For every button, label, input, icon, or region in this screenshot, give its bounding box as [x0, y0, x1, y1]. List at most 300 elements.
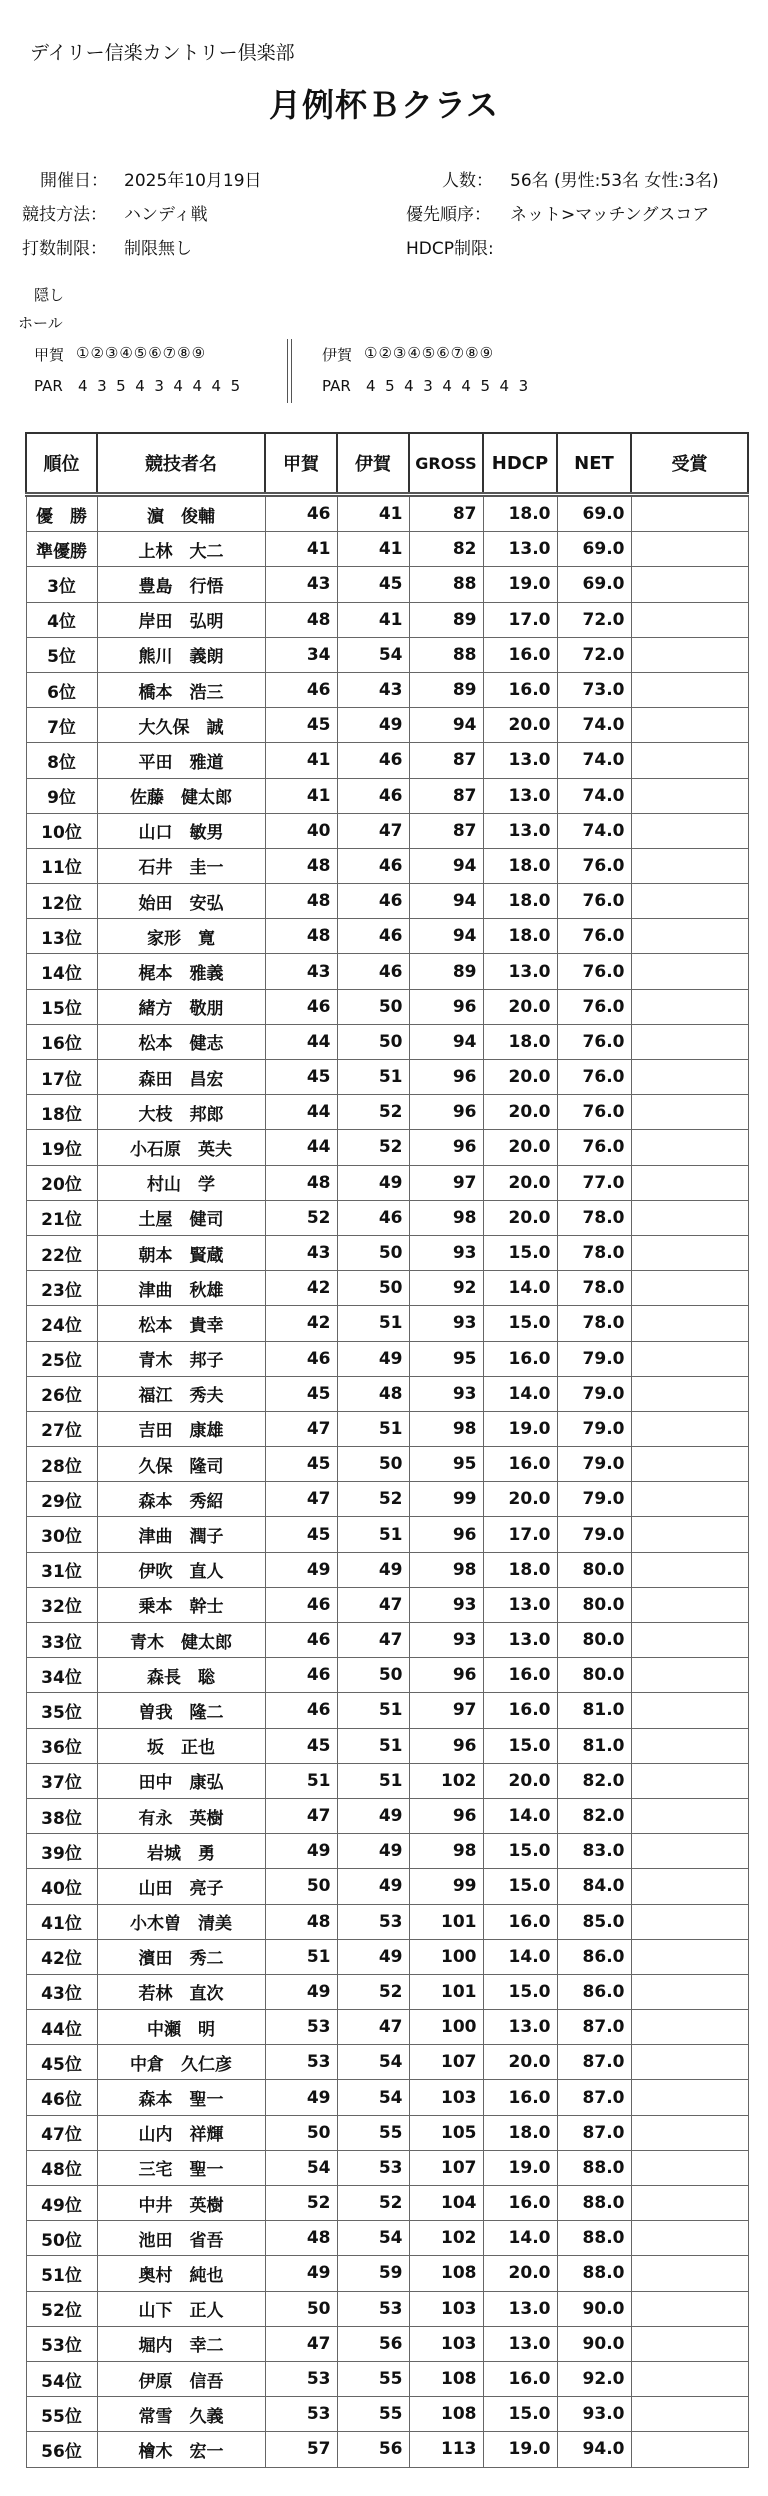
- rank-cell: 25位: [26, 1341, 97, 1376]
- in-score-cell: 47: [337, 1587, 409, 1622]
- rank-cell: 40位: [26, 1869, 97, 1904]
- net-cell: 87.0: [557, 2045, 631, 2080]
- table-row: [26, 567, 748, 602]
- out-score-cell: 43: [265, 1235, 337, 1270]
- in-holes: ①②③④⑤⑥⑦⑧⑨: [364, 344, 495, 362]
- out-holes: ①②③④⑤⑥⑦⑧⑨: [76, 344, 207, 362]
- rank-cell: 55位: [26, 2397, 97, 2432]
- gross-cell: 102: [409, 2221, 483, 2256]
- net-cell: 87.0: [557, 2010, 631, 2045]
- net-cell: 69.0: [557, 495, 631, 532]
- gross-cell: 94: [409, 1024, 483, 1059]
- net-cell: 78.0: [557, 1200, 631, 1235]
- in-score-cell: 51: [337, 1411, 409, 1446]
- player-name-cell: 岸田 弘明: [97, 602, 265, 637]
- gross-cell: 82: [409, 532, 483, 567]
- net-cell: 80.0: [557, 1587, 631, 1622]
- gross-cell: 107: [409, 2045, 483, 2080]
- net-cell: 90.0: [557, 2326, 631, 2361]
- in-score-cell: 47: [337, 1623, 409, 1658]
- table-row: [26, 2010, 748, 2045]
- gross-cell: 96: [409, 1728, 483, 1763]
- out-score-cell: 45: [265, 1060, 337, 1095]
- hdcp-cell: 15.0: [483, 1974, 557, 2009]
- player-name-cell: 池田 省吾: [97, 2221, 265, 2256]
- net-cell: 83.0: [557, 1834, 631, 1869]
- table-row: [26, 2186, 748, 2221]
- gross-cell: 103: [409, 2291, 483, 2326]
- rank-cell: 52位: [26, 2291, 97, 2326]
- player-name-cell: 森本 聖一: [97, 2080, 265, 2115]
- hdcp-cell: 13.0: [483, 532, 557, 567]
- net-cell: 73.0: [557, 672, 631, 707]
- rank-cell: 29位: [26, 1482, 97, 1517]
- out-score-cell: 52: [265, 1200, 337, 1235]
- net-cell: 74.0: [557, 708, 631, 743]
- rank-cell: 17位: [26, 1060, 97, 1095]
- award-cell: [631, 1200, 748, 1235]
- in-score-cell: 52: [337, 1130, 409, 1165]
- in-score-cell: 53: [337, 2150, 409, 2185]
- in-score-cell: 43: [337, 672, 409, 707]
- net-cell: 79.0: [557, 1341, 631, 1376]
- out-score-cell: 50: [265, 1869, 337, 1904]
- out-score-cell: 40: [265, 813, 337, 848]
- player-name-cell: 松本 貴幸: [97, 1306, 265, 1341]
- table-row: [26, 2291, 748, 2326]
- table-row: [26, 1060, 748, 1095]
- gross-cell: 105: [409, 2115, 483, 2150]
- rank-cell: 10位: [26, 813, 97, 848]
- hdcp-cell: 16.0: [483, 1447, 557, 1482]
- hdcp-cell: 16.0: [483, 1693, 557, 1728]
- hdcp-cell: 20.0: [483, 1200, 557, 1235]
- net-cell: 79.0: [557, 1517, 631, 1552]
- hidden-hole-label-2: ホール: [18, 314, 63, 332]
- gross-cell: 94: [409, 919, 483, 954]
- in-score-cell: 49: [337, 1165, 409, 1200]
- gross-cell: 97: [409, 1165, 483, 1200]
- out-score-cell: 45: [265, 1517, 337, 1552]
- award-cell: [631, 2186, 748, 2221]
- player-name-cell: 福江 秀夫: [97, 1376, 265, 1411]
- rank-cell: 56位: [26, 2432, 97, 2467]
- in-score-cell: 55: [337, 2397, 409, 2432]
- in-score-cell: 46: [337, 884, 409, 919]
- hdcp-cell: 20.0: [483, 1482, 557, 1517]
- in-score-cell: 41: [337, 602, 409, 637]
- out-score-cell: 46: [265, 1341, 337, 1376]
- table-row: [26, 1095, 748, 1130]
- table-row: [26, 708, 748, 743]
- player-name-cell: 山下 正人: [97, 2291, 265, 2326]
- table-row: [26, 2432, 748, 2467]
- gross-cell: 108: [409, 2397, 483, 2432]
- out-score-cell: 46: [265, 1623, 337, 1658]
- player-name-cell: 津曲 秋雄: [97, 1271, 265, 1306]
- net-cell: 76.0: [557, 919, 631, 954]
- rank-cell: 24位: [26, 1306, 97, 1341]
- award-cell: [631, 1130, 748, 1165]
- hdcp-cell: 16.0: [483, 2186, 557, 2221]
- rank-cell: 44位: [26, 2010, 97, 2045]
- net-cell: 80.0: [557, 1552, 631, 1587]
- rank-cell: 51位: [26, 2256, 97, 2291]
- player-name-cell: 小木曽 清美: [97, 1904, 265, 1939]
- out-par: 4 3 5 4 3 4 4 4 5: [78, 377, 241, 395]
- hdcp-cell: 18.0: [483, 2115, 557, 2150]
- rank-cell: 準優勝: [26, 532, 97, 567]
- player-name-cell: 小石原 英夫: [97, 1130, 265, 1165]
- player-name-cell: 土屋 健司: [97, 1200, 265, 1235]
- table-row: [26, 1200, 748, 1235]
- priority-label: 優先順序：: [406, 205, 491, 225]
- award-cell: [631, 2361, 748, 2396]
- award-cell: [631, 2397, 748, 2432]
- net-cell: 87.0: [557, 2080, 631, 2115]
- results-body: [26, 495, 748, 2468]
- in-score-cell: 52: [337, 2186, 409, 2221]
- net-cell: 94.0: [557, 2432, 631, 2467]
- rank-cell: 優 勝: [26, 495, 97, 532]
- hdcp-cell: 20.0: [483, 708, 557, 743]
- award-cell: [631, 1024, 748, 1059]
- gross-cell: 94: [409, 848, 483, 883]
- award-cell: [631, 919, 748, 954]
- count-value: 56名 (男性:53名 女性:3名): [510, 171, 719, 191]
- player-name-cell: 伊吹 直人: [97, 1552, 265, 1587]
- award-cell: [631, 1060, 748, 1095]
- out-score-cell: 48: [265, 1165, 337, 1200]
- net-cell: 81.0: [557, 1728, 631, 1763]
- hdcp-cell: 18.0: [483, 1552, 557, 1587]
- in-score-cell: 49: [337, 708, 409, 743]
- award-cell: [631, 1095, 748, 1130]
- award-cell: [631, 1447, 748, 1482]
- player-name-cell: 山内 祥輝: [97, 2115, 265, 2150]
- in-score-cell: 52: [337, 1482, 409, 1517]
- gross-cell: 101: [409, 1904, 483, 1939]
- in-score-cell: 49: [337, 1939, 409, 1974]
- rank-cell: 30位: [26, 1517, 97, 1552]
- award-cell: [631, 2432, 748, 2467]
- player-name-cell: 森田 昌宏: [97, 1060, 265, 1095]
- in-score-cell: 54: [337, 2080, 409, 2115]
- table-row: [26, 1623, 748, 1658]
- rank-cell: 22位: [26, 1235, 97, 1270]
- hdcp-cell: 18.0: [483, 495, 557, 532]
- in-score-cell: 54: [337, 2045, 409, 2080]
- rank-cell: 23位: [26, 1271, 97, 1306]
- player-name-cell: 松本 健志: [97, 1024, 265, 1059]
- out-score-cell: 49: [265, 2256, 337, 2291]
- out-score-cell: 42: [265, 1306, 337, 1341]
- out-score-cell: 48: [265, 1904, 337, 1939]
- hdcp-cell: 16.0: [483, 2080, 557, 2115]
- net-cell: 77.0: [557, 1165, 631, 1200]
- in-score-cell: 59: [337, 2256, 409, 2291]
- gross-cell: 93: [409, 1623, 483, 1658]
- net-cell: 85.0: [557, 1904, 631, 1939]
- net-cell: 79.0: [557, 1376, 631, 1411]
- net-cell: 78.0: [557, 1271, 631, 1306]
- player-name-cell: 佐藤 健太郎: [97, 778, 265, 813]
- net-cell: 76.0: [557, 848, 631, 883]
- rank-cell: 46位: [26, 2080, 97, 2115]
- award-cell: [631, 1798, 748, 1833]
- player-name-cell: 家形 寛: [97, 919, 265, 954]
- out-score-cell: 34: [265, 637, 337, 672]
- table-row: [26, 919, 748, 954]
- gross-cell: 104: [409, 2186, 483, 2221]
- gross-cell: 93: [409, 1306, 483, 1341]
- player-name-cell: 山口 敏男: [97, 813, 265, 848]
- hdcp-cell: 13.0: [483, 2326, 557, 2361]
- rank-cell: 39位: [26, 1834, 97, 1869]
- table-row: [26, 532, 748, 567]
- out-score-cell: 48: [265, 919, 337, 954]
- table-row: [26, 1728, 748, 1763]
- award-cell: [631, 2150, 748, 2185]
- in-score-cell: 53: [337, 1904, 409, 1939]
- rank-cell: 53位: [26, 2326, 97, 2361]
- award-cell: [631, 495, 748, 532]
- hdcp-cell: 19.0: [483, 2432, 557, 2467]
- award-cell: [631, 1376, 748, 1411]
- method-value: ハンディ戦: [124, 205, 208, 225]
- hdcp-cell: 18.0: [483, 919, 557, 954]
- rank-cell: 37位: [26, 1763, 97, 1798]
- player-name-cell: 中倉 久仁彦: [97, 2045, 265, 2080]
- gross-cell: 96: [409, 1060, 483, 1095]
- award-cell: [631, 532, 748, 567]
- rank-cell: 3位: [26, 567, 97, 602]
- table-row: [26, 1869, 748, 1904]
- net-cell: 80.0: [557, 1623, 631, 1658]
- hdcp-cell: 14.0: [483, 1271, 557, 1306]
- hidden-hole-label: 隠し: [34, 286, 65, 304]
- award-cell: [631, 672, 748, 707]
- gross-cell: 98: [409, 1200, 483, 1235]
- hdcp-cell: 19.0: [483, 2150, 557, 2185]
- player-name-cell: 大久保 誠: [97, 708, 265, 743]
- table-row: [26, 1587, 748, 1622]
- net-cell: 87.0: [557, 2115, 631, 2150]
- rank-cell: 50位: [26, 2221, 97, 2256]
- net-cell: 90.0: [557, 2291, 631, 2326]
- in-score-cell: 52: [337, 1974, 409, 2009]
- table-row: [26, 1517, 748, 1552]
- header-in-score: 伊賀: [337, 433, 409, 495]
- table-row: [26, 1658, 748, 1693]
- rank-cell: 7位: [26, 708, 97, 743]
- hdcp-cell: 14.0: [483, 2221, 557, 2256]
- player-name-cell: 森本 秀紹: [97, 1482, 265, 1517]
- net-cell: 74.0: [557, 813, 631, 848]
- method-label: 競技方法：: [22, 205, 107, 225]
- header-rank: 順位: [26, 433, 97, 495]
- rank-cell: 45位: [26, 2045, 97, 2080]
- net-cell: 81.0: [557, 1693, 631, 1728]
- out-score-cell: 46: [265, 1658, 337, 1693]
- award-cell: [631, 778, 748, 813]
- table-row: [26, 743, 748, 778]
- hdcp-cell: 13.0: [483, 954, 557, 989]
- in-score-cell: 49: [337, 1834, 409, 1869]
- table-row: [26, 1376, 748, 1411]
- award-cell: [631, 2256, 748, 2291]
- table-row: [26, 884, 748, 919]
- out-score-cell: 46: [265, 1587, 337, 1622]
- out-score-cell: 51: [265, 1763, 337, 1798]
- out-score-cell: 48: [265, 884, 337, 919]
- gross-cell: 108: [409, 2256, 483, 2291]
- net-cell: 74.0: [557, 778, 631, 813]
- hdcp-cell: 15.0: [483, 1306, 557, 1341]
- net-cell: 88.0: [557, 2186, 631, 2221]
- player-name-cell: 村山 学: [97, 1165, 265, 1200]
- player-name-cell: 緒方 敬朋: [97, 989, 265, 1024]
- award-cell: [631, 1728, 748, 1763]
- hdcp-cell: 20.0: [483, 1763, 557, 1798]
- award-cell: [631, 1939, 748, 1974]
- award-cell: [631, 1306, 748, 1341]
- rank-cell: 36位: [26, 1728, 97, 1763]
- gross-cell: 99: [409, 1869, 483, 1904]
- gross-cell: 99: [409, 1482, 483, 1517]
- table-row: [26, 1834, 748, 1869]
- net-cell: 92.0: [557, 2361, 631, 2396]
- header-net: NET: [557, 433, 631, 495]
- table-row: [26, 1271, 748, 1306]
- hdcp-cell: 18.0: [483, 884, 557, 919]
- table-row: [26, 778, 748, 813]
- net-cell: 72.0: [557, 637, 631, 672]
- player-name-cell: 岩城 勇: [97, 1834, 265, 1869]
- award-cell: [631, 1834, 748, 1869]
- net-cell: 76.0: [557, 1060, 631, 1095]
- gross-cell: 97: [409, 1693, 483, 1728]
- hdcp-cell: 16.0: [483, 637, 557, 672]
- in-score-cell: 47: [337, 813, 409, 848]
- award-cell: [631, 1235, 748, 1270]
- out-score-cell: 49: [265, 2080, 337, 2115]
- gross-cell: 113: [409, 2432, 483, 2467]
- results-table: [25, 432, 749, 2468]
- player-name-cell: 伊原 信吾: [97, 2361, 265, 2396]
- hdcp-cell: 20.0: [483, 1060, 557, 1095]
- player-name-cell: 常雪 久義: [97, 2397, 265, 2432]
- table-row: [26, 813, 748, 848]
- in-score-cell: 46: [337, 778, 409, 813]
- player-name-cell: 上林 大二: [97, 532, 265, 567]
- limit-label: 打数制限：: [22, 239, 107, 259]
- out-score-cell: 48: [265, 2221, 337, 2256]
- out-score-cell: 41: [265, 778, 337, 813]
- gross-cell: 96: [409, 1130, 483, 1165]
- award-cell: [631, 1763, 748, 1798]
- hdcp-cell: 19.0: [483, 567, 557, 602]
- in-score-cell: 54: [337, 637, 409, 672]
- rank-cell: 6位: [26, 672, 97, 707]
- player-name-cell: 平田 雅道: [97, 743, 265, 778]
- player-name-cell: 青木 健太郎: [97, 1623, 265, 1658]
- gross-cell: 103: [409, 2326, 483, 2361]
- in-score-cell: 49: [337, 1869, 409, 1904]
- table-row: [26, 2256, 748, 2291]
- rank-cell: 43位: [26, 1974, 97, 2009]
- table-row: [26, 1341, 748, 1376]
- in-score-cell: 51: [337, 1763, 409, 1798]
- in-score-cell: 47: [337, 2010, 409, 2045]
- player-name-cell: 中井 英樹: [97, 2186, 265, 2221]
- in-score-cell: 51: [337, 1517, 409, 1552]
- hdcp-cell: 17.0: [483, 602, 557, 637]
- rank-cell: 19位: [26, 1130, 97, 1165]
- net-cell: 76.0: [557, 989, 631, 1024]
- in-score-cell: 52: [337, 1095, 409, 1130]
- player-name-cell: 檜木 宏一: [97, 2432, 265, 2467]
- out-score-cell: 47: [265, 2326, 337, 2361]
- award-cell: [631, 1482, 748, 1517]
- gross-cell: 92: [409, 1271, 483, 1306]
- hdcp-cell: 14.0: [483, 1939, 557, 1974]
- player-name-cell: 濵 俊輔: [97, 495, 265, 532]
- gross-cell: 96: [409, 1658, 483, 1693]
- out-score-cell: 49: [265, 1552, 337, 1587]
- player-name-cell: 若林 直次: [97, 1974, 265, 2009]
- out-score-cell: 46: [265, 1693, 337, 1728]
- rank-cell: 33位: [26, 1623, 97, 1658]
- net-cell: 82.0: [557, 1798, 631, 1833]
- hdcp-cell: 16.0: [483, 672, 557, 707]
- player-name-cell: 石井 圭一: [97, 848, 265, 883]
- in-score-cell: 50: [337, 989, 409, 1024]
- gross-cell: 96: [409, 989, 483, 1024]
- rank-cell: 4位: [26, 602, 97, 637]
- gross-cell: 98: [409, 1834, 483, 1869]
- award-cell: [631, 2045, 748, 2080]
- net-cell: 79.0: [557, 1411, 631, 1446]
- in-score-cell: 46: [337, 848, 409, 883]
- table-row: [26, 602, 748, 637]
- hdcp-cell: 19.0: [483, 1411, 557, 1446]
- hdcp-cell: 15.0: [483, 1834, 557, 1869]
- net-cell: 88.0: [557, 2221, 631, 2256]
- out-score-cell: 53: [265, 2361, 337, 2396]
- out-score-cell: 43: [265, 954, 337, 989]
- out-score-cell: 44: [265, 1024, 337, 1059]
- rank-cell: 16位: [26, 1024, 97, 1059]
- table-row: [26, 1024, 748, 1059]
- award-cell: [631, 884, 748, 919]
- net-cell: 86.0: [557, 1939, 631, 1974]
- hdcp-cell: 17.0: [483, 1517, 557, 1552]
- table-row: [26, 954, 748, 989]
- out-score-cell: 45: [265, 1728, 337, 1763]
- out-score-cell: 48: [265, 602, 337, 637]
- rank-cell: 26位: [26, 1376, 97, 1411]
- hdcp-cell: 20.0: [483, 2256, 557, 2291]
- player-name-cell: 山田 亮子: [97, 1869, 265, 1904]
- award-cell: [631, 1974, 748, 2009]
- rank-cell: 14位: [26, 954, 97, 989]
- award-cell: [631, 2115, 748, 2150]
- in-score-cell: 56: [337, 2326, 409, 2361]
- net-cell: 82.0: [557, 1763, 631, 1798]
- in-score-cell: 53: [337, 2291, 409, 2326]
- gross-cell: 87: [409, 495, 483, 532]
